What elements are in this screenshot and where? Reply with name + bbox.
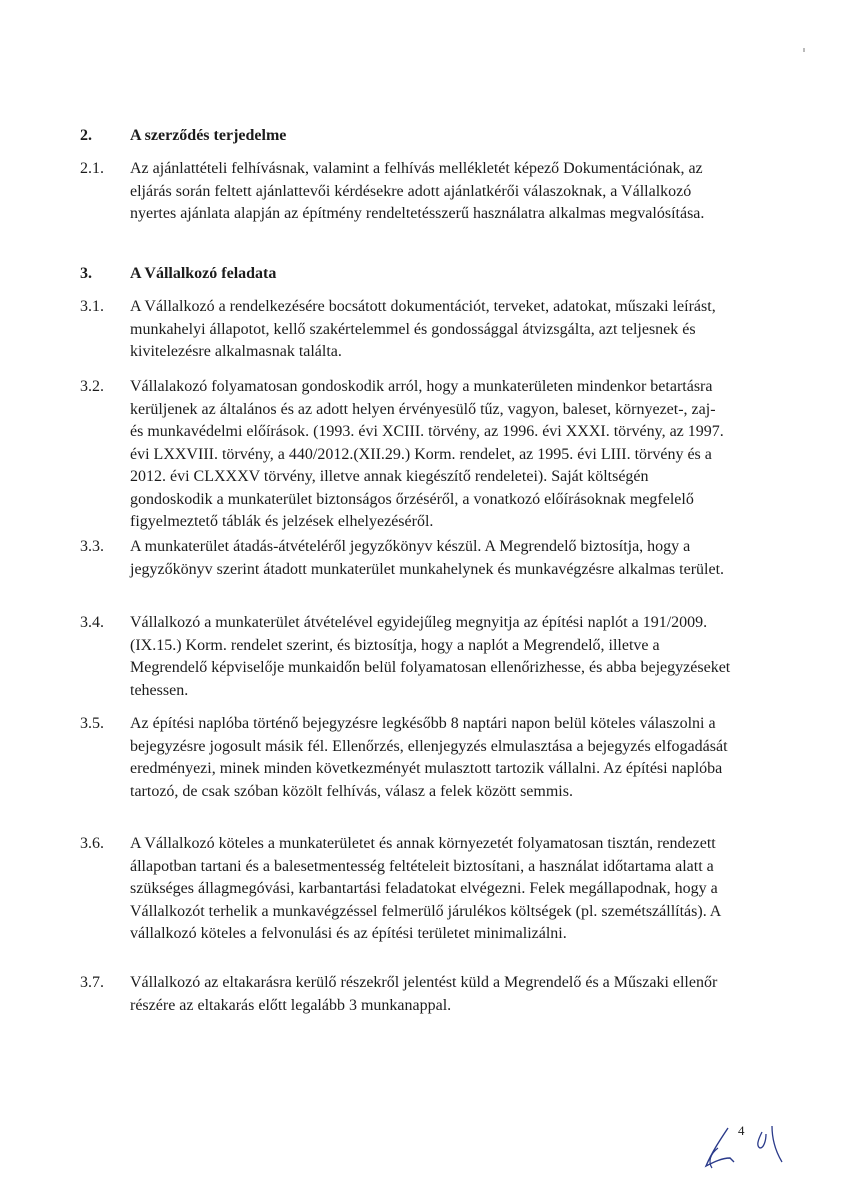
paragraph — [80, 158, 732, 226]
paragraph — [80, 972, 732, 1017]
paragraph-text: Vállalkozó az eltakarásra kerülő részekről jelentést küld a Megrendelő és a Műszaki ellenőr részére az eltakarás előtt legalább 3 munkanappal. — [130, 974, 718, 1014]
paragraph — [80, 713, 732, 803]
paragraph-number: 3.1. — [80, 298, 104, 315]
paragraph — [80, 612, 732, 702]
paragraph-text: Vállalakozó folyamatosan gondoskodik arról, hogy a munkaterületen mindenkor betartásra kerüljenek az általános és az adott helyen érvényesülő tűz, vagyon, baleset, környezet-, zaj- és munkavédelmi előírások. (1993. évi XCIII. törvény, az 1996. évi XXXI. törvény, az 1997. évi LXXVIII. törvény, a 440/2012.(XII.29.) Korm. rendelet, az 1995. évi LIII. törvény és a 2012. évi CLXXXV törvény, illetve annak kiegészítő rendeletei). Saját költségén gondoskodik a munkaterület biztonságos őrzéséről, a vonatkozó előírásoknak megfelelő figyelmeztető táblák és jelzések elhelyezéséről. — [130, 378, 724, 530]
section-number: 3. — [80, 265, 92, 282]
section-number: 2. — [80, 127, 92, 144]
paragraph — [80, 536, 732, 581]
page-number: 4 — [738, 1123, 745, 1138]
paragraph-number: 3.4. — [80, 614, 104, 631]
paragraph-text: A Vállalkozó a rendelkezésére bocsátott dokumentációt, terveket, adatokat, műszaki leírást, munkahelyi állapotot, kellő szakértelemmel és gondossággal átvizsgálta, azt teljesnek és kivitelezésre alkalmasnak találta. — [130, 298, 716, 360]
scan-mark — [803, 48, 805, 52]
paragraph-number: 2.1. — [80, 160, 104, 177]
paragraph-number: 3.7. — [80, 974, 104, 991]
section-heading — [80, 264, 276, 284]
paragraph — [80, 833, 732, 946]
section-title: A Vállalkozó feladata — [130, 265, 277, 282]
section-title: A szerződés terjedelme — [130, 127, 287, 144]
signature-initials — [700, 1118, 800, 1178]
paragraph-text: Az építési naplóba történő bejegyzésre legkésőbb 8 naptári napon belül köteles válaszolni a bejegyzésre jogosult másik fél. Ellenőrzés, ellenjegyzés elmulasztása a bejegyzés elfogadását eredményezi, minek minden következményét mulasztott tartozik vállalni. Az építési naplóba tartozó, de csak szóban közölt felhívás, válasz a felek között semmis. — [130, 715, 728, 800]
section-heading — [80, 126, 286, 146]
paragraph-text: Az ajánlattételi felhívásnak, valamint a felhívás mellékletét képező Dokumentációnak, az eljárás során feltett ajánlattevői kérdésekre adott ajánlatkérői válaszoknak, a Vállalkozó nyertes ajánlata alapján az építmény rendeltetésszerű használatra alkalmas megvalósítása. — [130, 160, 705, 222]
paragraph-number: 3.3. — [80, 538, 104, 555]
paragraph-text: A Vállalkozó köteles a munkaterületet és annak környezetét folyamatosan tisztán, rendezett állapotban tartani és a balesetmentesség feltételeit biztosítani, a használat időtartama alatt a szükséges állagmegóvási, karbantartási feladatokat elvégezni. Felek megállapodnak, hogy a Vállalkozót terhelik a munkavégzéssel felmerülő járulékos költségek (pl. szemétszállítás). A vállalkozó köteles a felvonulási és az építési területet minimalizálni. — [130, 835, 721, 942]
paragraph-number: 3.2. — [80, 378, 104, 395]
paragraph-number: 3.6. — [80, 835, 104, 852]
paragraph-text: Vállalkozó a munkaterület átvételével egyidejűleg megnyitja az építési naplót a 191/2009.(IX.15.) Korm. rendelet szerint, és biztosítja, hogy a naplót a Megrendelő, illetve a Megrendelő képviselője munkaidőn belül folyamatosan ellenőrizhesse, és abba bejegyzéseket tehessen. — [130, 614, 731, 699]
paragraph-text: A munkaterület átadás-átvételéről jegyzőkönyv készül. A Megrendelő biztosítja, hogy a jegyzőkönyv szerint átadott munkaterület munkahelynek és munkavégzésre alkalmas terület. — [130, 538, 725, 578]
paragraph — [80, 296, 732, 364]
paragraph-number: 3.5. — [80, 715, 104, 732]
paragraph — [80, 376, 732, 534]
